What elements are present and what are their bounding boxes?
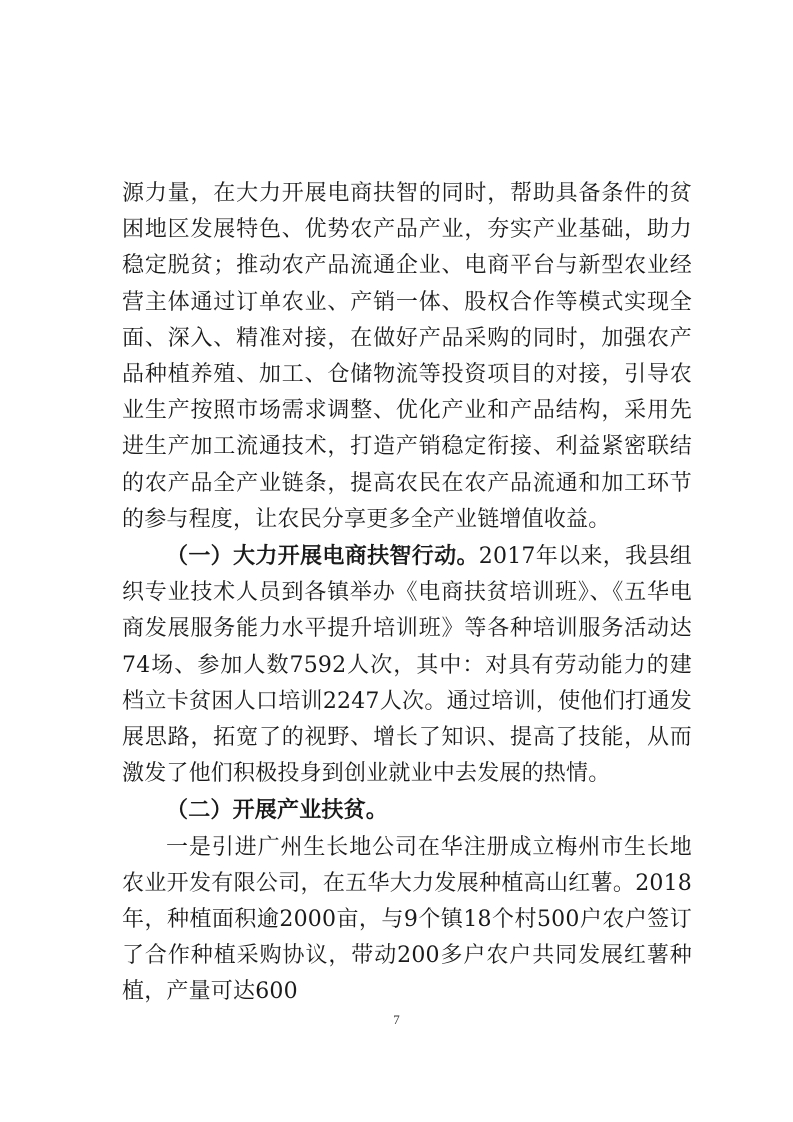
section-heading: （二）开展产业扶贫。: [166, 797, 389, 824]
paragraph-continuation: [122, 176, 692, 538]
paragraph-item-one: [122, 830, 692, 1011]
paragraph-text: 2017年以来，我县组织专业技术人员到各镇举办《电商扶贫培训班》、《五华电商发展服务能力水平提升培训班》等各种培训服务活动达74场、参加人数7592人次，其中：对具有劳动能力的建档立卡贫困人口培训2247人次。通过培训，使他们打通发展思路，拓宽了的视野、增长了知识、提高了技能，从而激发了他们积极投身到创业就业中去发展的热情。: [122, 544, 692, 787]
paragraph-section-two: [122, 792, 692, 829]
section-heading: （一）大力开展电商扶智行动。: [166, 543, 479, 570]
page-number: 7: [393, 1012, 400, 1027]
body-text: [122, 176, 692, 1011]
paragraph-section-one: [122, 538, 692, 792]
paragraph-text: 一是引进广州生长地公司在华注册成立梅州市生长地农业开发有限公司，在五华大力发展种植高山红薯。2018年，种植面积逾2000亩，与9个镇18个村500户农户签订了合作种植采购协议，带动200多户农户共同发展红薯种植，产量可达600: [122, 834, 692, 1005]
paragraph-text: 源力量，在大力开展电商扶智的同时，帮助具备条件的贫困地区发展特色、优势农产品产业，夯实产业基础，助力稳定脱贫；推动农产品流通企业、电商平台与新型农业经营主体通过订单农业、产销一体、股权合作等模式实现全面、深入、精准对接，在做好产品采购的同时，加强农产品种植养殖、加工、仓储物流等投资项目的对接，引导农业生产按照市场需求调整、优化产业和产品结构，采用先进生产加工流通技术，打造产销稳定衔接、利益紧密联结的农产品全产业链条，提高农民在农产品流通和加工环节的参与程度，让农民分享更多全产业链增值收益。: [122, 181, 692, 532]
